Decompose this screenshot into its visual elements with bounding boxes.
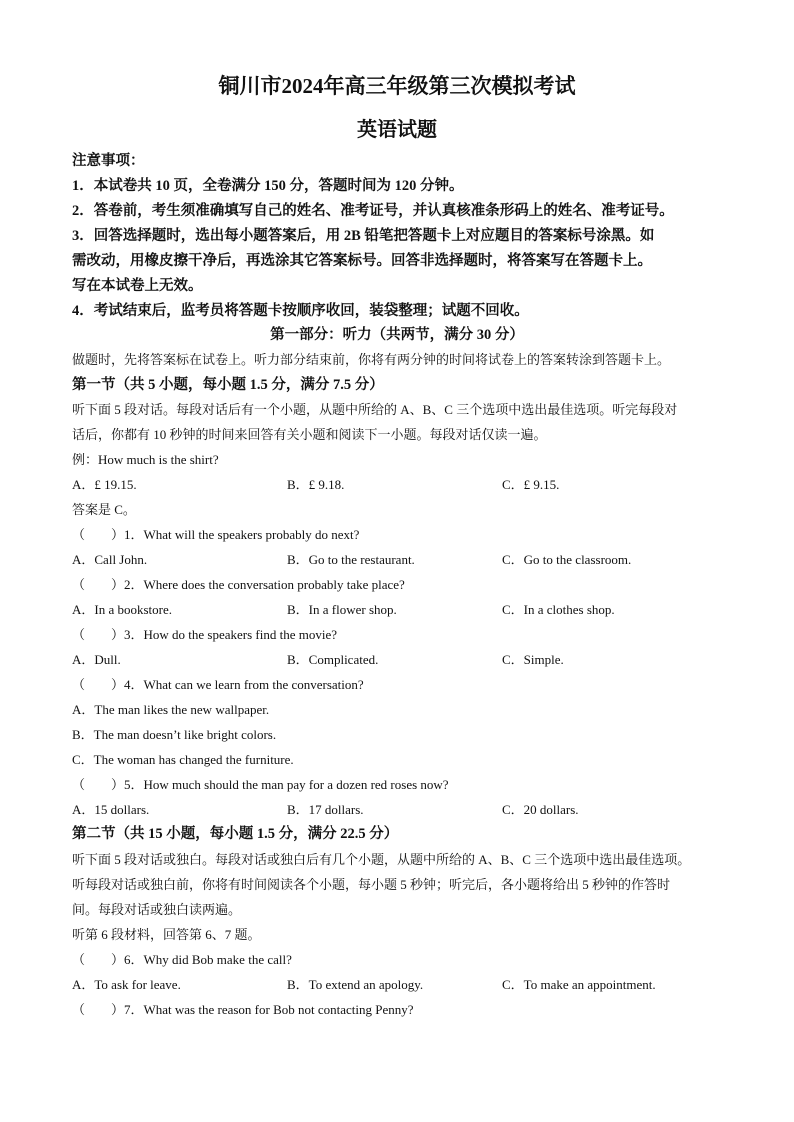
q4-option-c: C．The woman has changed the furniture. — [72, 752, 294, 767]
q1-option-a: A．Call John. — [72, 552, 148, 567]
q4-option-b: B．The man doesn’t like bright colors. — [72, 727, 277, 742]
section2-intro: 听下面 5 段对话或独白。每段对话或独白后有几个小题，从题中所给的 A、B、C 三个选项中选出最佳选项。 — [72, 852, 691, 867]
example-option-a: A．£ 19.15. — [72, 477, 137, 492]
notice-item: 1．本试卷共 10 页，全卷满分 150 分，答题时间为 120 分钟。 — [72, 178, 464, 194]
q5-option-a: A．15 dollars. — [72, 802, 150, 817]
notice-item: 写在本试卷上无效。 — [72, 278, 203, 294]
notice-heading: 注意事项： — [72, 153, 145, 169]
q3-option-a: A．Dull. — [72, 652, 121, 667]
q5-option-c: C．20 dollars. — [502, 802, 579, 817]
q4-option-a: A．The man likes the new wallpaper. — [72, 702, 270, 717]
q2-option-c: C．In a clothes shop. — [502, 602, 615, 617]
example-answer: 答案是 C。 — [72, 502, 136, 517]
example-option-b: B．£ 9.18. — [287, 477, 345, 492]
question-5: （ ）5．How much should the man pay for a dozen red roses now? — [72, 777, 449, 792]
exam-title: 铜川市2024年高三年级第三次模拟考试 — [218, 74, 576, 98]
part1-intro: 做题时，先将答案标在试卷上。听力部分结束前，你将有两分钟的时间将试卷上的答案转涂到答题卡上。 — [72, 352, 671, 367]
exam-subtitle: 英语试题 — [357, 119, 437, 141]
material-note: 听第 6 段材料，回答第 6、7 题。 — [72, 927, 261, 942]
section2-intro: 听每段对话或独白前，你将有时间阅读各个小题，每小题 5 秒钟；听完后，各小题将给出 5 秒钟的作答时 — [72, 877, 671, 892]
section1-intro: 听下面 5 段对话。每段对话后有一个小题，从题中所给的 A、B、C 三个选项中选出最佳选项。听完每段对 — [72, 402, 678, 417]
question-3: （ ）3．How do the speakers find the movie? — [72, 627, 338, 642]
q2-option-a: A．In a bookstore. — [72, 602, 173, 617]
question-1: （ ）1．What will the speakers probably do next? — [72, 527, 360, 542]
section2-title: 第二节（共 15 小题，每小题 1.5 分，满分 22.5 分） — [72, 826, 399, 842]
notice-item: 3．回答选择题时，选出每小题答案后，用 2B 铅笔把答题卡上对应题目的答案标号涂黑。如 — [72, 228, 655, 244]
part1-title: 第一部分：听力（共两节，满分 30 分） — [270, 327, 524, 343]
notice-item: 需改动，用橡皮擦干净后，再选涂其它答案标号。回答非选择题时，将答案写在答题卡上。 — [72, 253, 652, 269]
section2-intro: 间。每段对话或独白读两遍。 — [72, 902, 242, 917]
q1-option-b: B．Go to the restaurant. — [287, 552, 415, 567]
q5-option-b: B．17 dollars. — [287, 802, 364, 817]
q2-option-b: B．In a flower shop. — [287, 602, 397, 617]
q3-option-c: C．Simple. — [502, 652, 564, 667]
question-4: （ ）4．What can we learn from the conversation? — [72, 677, 364, 692]
question-2: （ ）2．Where does the conversation probably take place? — [72, 577, 405, 592]
q1-option-c: C．Go to the classroom. — [502, 552, 632, 567]
section1-title: 第一节（共 5 小题，每小题 1.5 分，满分 7.5 分） — [72, 377, 384, 393]
q6-option-a: A．To ask for leave. — [72, 977, 181, 992]
notice-item: 2．答卷前，考生须准确填写自己的姓名、准考证号，并认真核准条形码上的姓名、准考证号。 — [72, 203, 674, 219]
example-option-c: C．£ 9.15. — [502, 477, 560, 492]
q6-option-c: C．To make an appointment. — [502, 977, 656, 992]
q3-option-b: B．Complicated. — [287, 652, 379, 667]
example-question: 例：How much is the shirt? — [72, 452, 219, 467]
question-7: （ ）7．What was the reason for Bob not contacting Penny? — [72, 1002, 414, 1017]
notice-item: 4．考试结束后，监考员将答题卡按顺序收回，装袋整理；试题不回收。 — [72, 303, 529, 319]
question-6: （ ）6．Why did Bob make the call? — [72, 952, 292, 967]
q6-option-b: B．To extend an apology. — [287, 977, 424, 992]
section1-intro: 话后，你都有 10 秒钟的时间来回答有关小题和阅读下一小题。每段对话仅读一遍。 — [72, 427, 547, 442]
